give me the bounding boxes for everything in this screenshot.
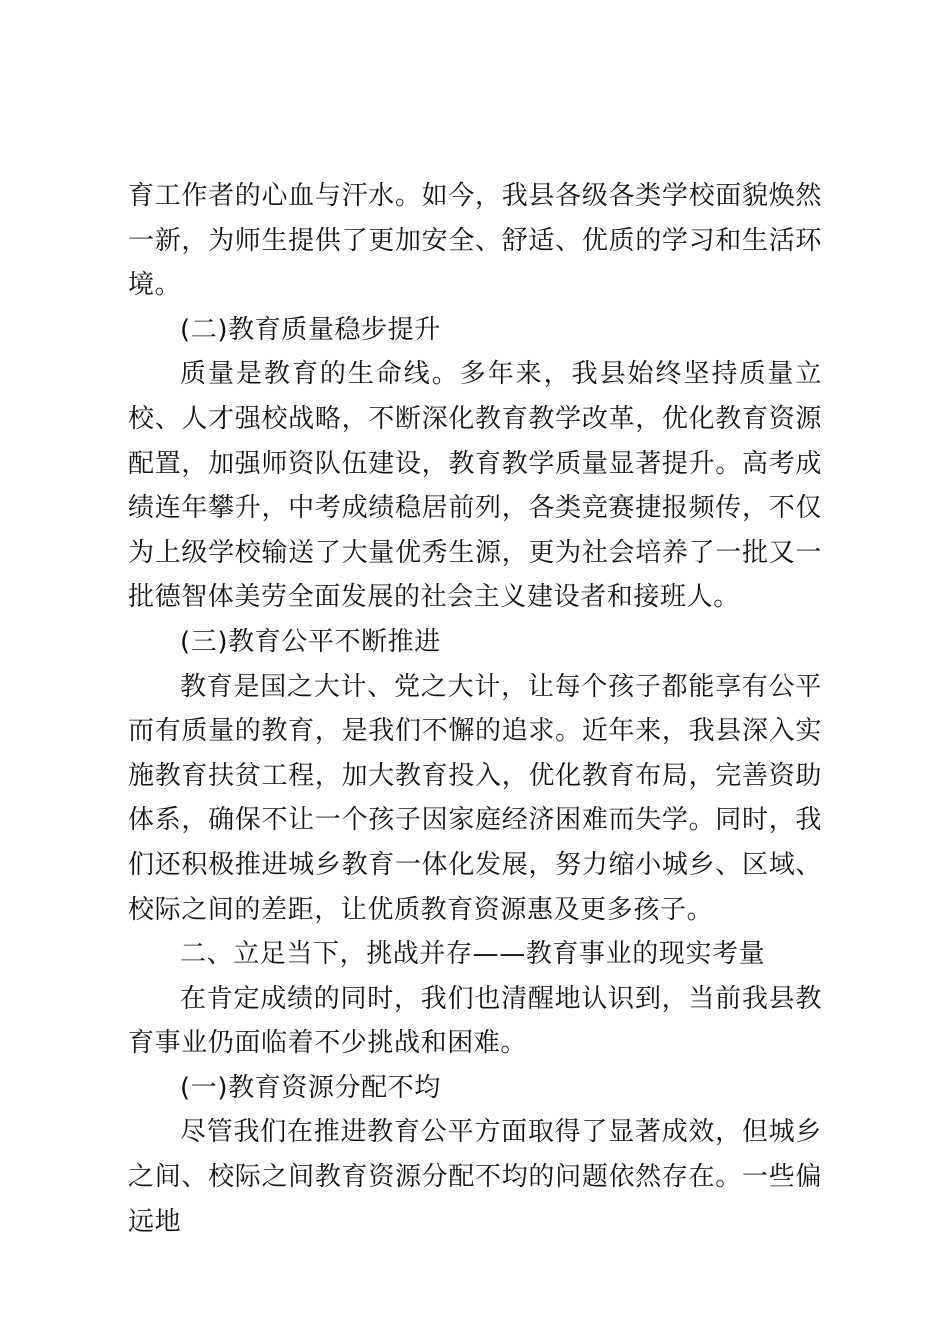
paragraph-continued: 育工作者的心血与汗水。如今，我县各级各类学校面貌焕然一新，为师生提供了更加安全、舒适、优质的学习和生活环境。 — [128, 181, 822, 301]
section-heading-quality: (二)教育质量稳步提升 — [180, 314, 441, 345]
chapter-heading-challenges: 二、立足当下，挑战并存——教育事业的现实考量 — [180, 939, 766, 970]
paragraph-challenges-intro: 在肯定成绩的同时，我们也清醒地认识到，当前我县教育事业仍面临着不少挑战和困难。 — [128, 983, 822, 1059]
paragraph-resources: 尽管我们在推进教育公平方面取得了显著成效，但城乡之间、校际之间教育资源分配不均的问题依然存在。一些偏远地 — [128, 1117, 822, 1237]
section-heading-equity: (三)教育公平不断推进 — [180, 626, 441, 657]
paragraph-quality: 质量是教育的生命线。多年来，我县始终坚持质量立校、人才强校战略，不断深化教育教学改革，优化教育资源配置，加强师资队伍建设，教育教学质量显著提升。高考成绩连年攀升，中考成绩稳居前列，各类竞赛捷报频传，不仅为上级学校输送了大量优秀生源，更为社会培养了一批又一批德智体美劳全面发展的社会主义建设者和接班人。 — [128, 359, 822, 613]
paragraph-equity: 教育是国之大计、党之大计，让每个孩子都能享有公平而有质量的教育，是我们不懈的追求。近年来，我县深入实施教育扶贫工程，加大教育投入，优化教育布局，完善资助体系，确保不让一个孩子因家庭经济困难而失学。同时，我们还积极推进城乡教育一体化发展，努力缩小城乡、区域、校际之间的差距，让优质教育资源惠及更多孩子。 — [128, 671, 822, 925]
section-heading-resources: (一)教育资源分配不均 — [180, 1072, 441, 1103]
document-body — [128, 174, 822, 1244]
